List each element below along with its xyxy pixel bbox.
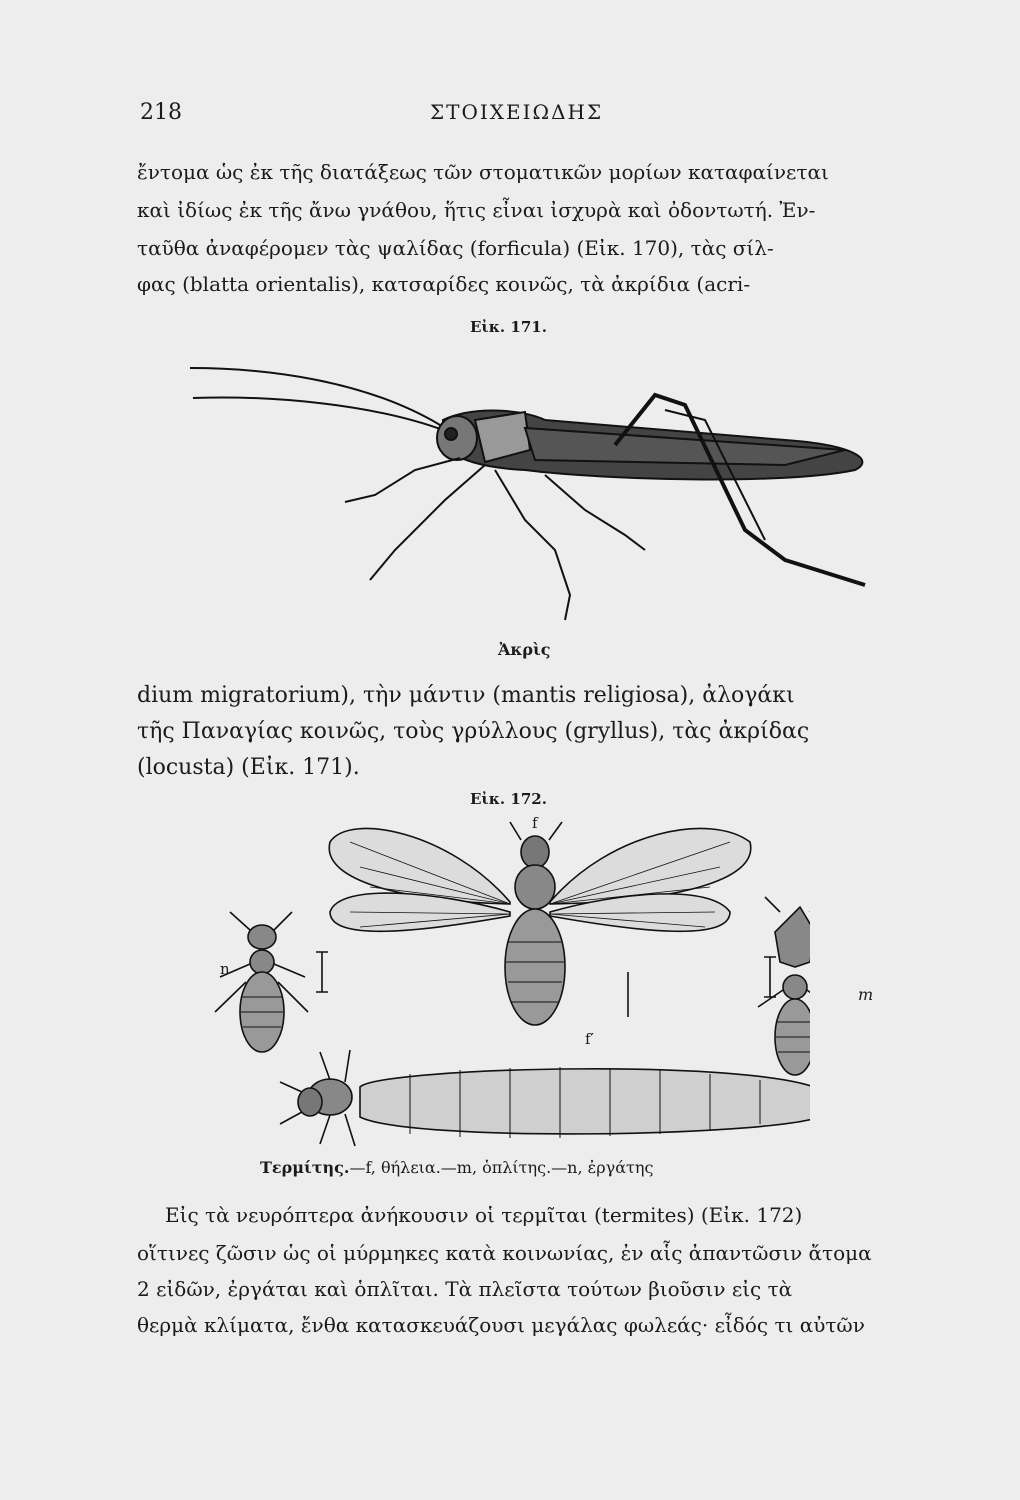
figure-172-label: Εἰκ. 172. bbox=[470, 790, 547, 808]
figure-172-marker-f-prime: f′ bbox=[585, 1030, 594, 1048]
legend-title: Τερμίτης. bbox=[260, 1158, 350, 1177]
paragraph1-line-2: καὶ ἰδίως ἐκ τῆς ἄνω γνάθου, ἥτις εἶναι ἰσχυρὰ καὶ ὀδοντωτή. Ἐν- bbox=[137, 198, 816, 222]
figure-171-label: Εἰκ. 171. bbox=[470, 318, 547, 336]
termite-illustration bbox=[210, 812, 810, 1162]
figure-171-caption: Ἀκρὶς bbox=[498, 640, 551, 659]
paragraph1-line-4: φας (blatta orientalis), κατσαρίδες κοινῶς, τὰ ἀκρίδια (acri- bbox=[137, 272, 751, 296]
paragraph1-line-3: ταῦθα ἀναφέρομεν τὰς ψαλίδας (forficula) (Εἰκ. 170), τὰς σίλ- bbox=[137, 236, 774, 260]
paragraph3-line-3: 2 εἰδῶν, ἐργάται καὶ ὁπλῖται. Τὰ πλεῖστα τούτων βιοῦσιν εἰς τὰ bbox=[137, 1277, 793, 1301]
legend-rest: —f, θήλεια.—m, ὁπλίτης.—n, ἐργάτης bbox=[349, 1158, 654, 1177]
paragraph2-line-3: (locusta) (Εἰκ. 171). bbox=[137, 755, 360, 780]
figure-172-marker-n: n bbox=[220, 960, 230, 978]
paragraph3-line-4: θερμὰ κλίματα, ἔνθα κατασκευάζουσι μεγάλας φωλεάς· εἶδός τι αὐτῶν bbox=[137, 1313, 865, 1337]
paragraph2-line-1: dium migratorium), τὴν μάντιν (mantis religiosa), ἀλογάκι bbox=[137, 683, 795, 708]
paragraph1-line-1: ἔντομα ὡς ἐκ τῆς διατάξεως τῶν στοματικῶν μορίων καταφαίνεται bbox=[137, 160, 829, 184]
running-head: ΣΤΟΙΧΕΙΩΔΗΣ bbox=[430, 100, 604, 124]
grasshopper-illustration bbox=[185, 350, 875, 650]
figure-172-marker-m: m bbox=[858, 985, 874, 1004]
page-number: 218 bbox=[140, 100, 182, 125]
figure-172-legend bbox=[260, 1158, 653, 1177]
paragraph2-line-2: τῆς Παναγίας κοινῶς, τοὺς γρύλλους (gryllus), τὰς ἀκρίδας bbox=[137, 719, 810, 744]
paragraph3-line-1: Εἰς τὰ νευρόπτερα ἀνήκουσιν οἱ τερμῖται (termites) (Εἰκ. 172) bbox=[165, 1203, 803, 1227]
figure-172-marker-f: f bbox=[532, 814, 538, 832]
paragraph3-line-2: οἵτινες ζῶσιν ὡς οἱ μύρμηκες κατὰ κοινωνίας, ἐν αἷς ἀπαντῶσιν ἄτομα bbox=[137, 1241, 872, 1265]
